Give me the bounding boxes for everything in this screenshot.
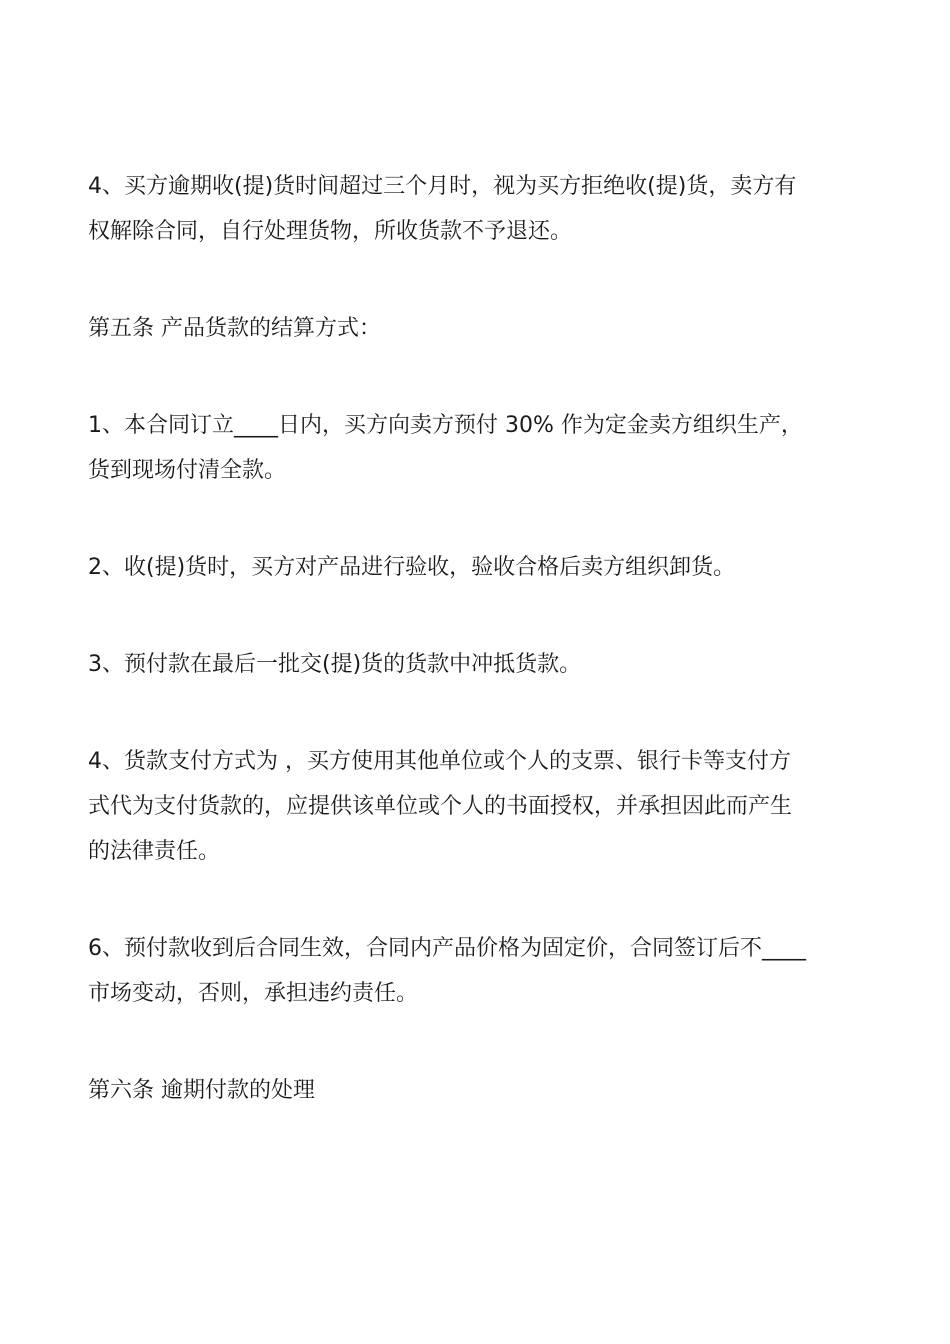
paragraph-line: 的法律责任。: [88, 839, 221, 864]
clause-5-6-paragraph: [88, 926, 868, 1016]
heading-line: 第五条 产品货款的结算方式：: [88, 316, 381, 341]
paragraph-line: 4、买方逾期收(提)货时间超过三个月时，视为买方拒绝收(提)货，卖方有: [88, 174, 797, 199]
paragraph-line: 1、本合同订立____日内，买方向卖方预付 30% 作为定金卖方组织生产，: [88, 413, 803, 438]
paragraph-line: 3、预付款在最后一批交(提)货的货款中冲抵货款。: [88, 652, 582, 677]
heading-line: 第六条 逾期付款的处理: [88, 1078, 315, 1103]
paragraph-line: 6、预付款收到后合同生效，合同内产品价格为固定价，合同签订后不____: [88, 936, 806, 961]
clause-5-2-paragraph: [88, 545, 868, 590]
clause-4-3-paragraph: [88, 164, 868, 254]
clause-5-3-paragraph: [88, 642, 868, 687]
paragraph-line: 式代为支付货款的，应提供该单位或个人的书面授权，并承担因此而产生: [88, 794, 793, 819]
paragraph-line: 权解除合同，自行处理货物，所收货款不予退还。: [88, 219, 573, 244]
paragraph-line: 4、货款支付方式为 ，买方使用其他单位或个人的支票、银行卡等支付方: [88, 749, 791, 774]
article-6-heading: [88, 1068, 868, 1113]
paragraph-line: 市场变动，否则，承担违约责任。: [88, 981, 419, 1006]
clause-5-1-paragraph: [88, 403, 868, 493]
paragraph-line: 货到现场付清全款。: [88, 458, 287, 483]
paragraph-line: 2、收(提)货时，买方对产品进行验收，验收合格后卖方组织卸货。: [88, 555, 736, 580]
article-5-heading: [88, 306, 868, 351]
clause-5-4-paragraph: [88, 739, 868, 874]
document-page: [88, 164, 868, 1113]
